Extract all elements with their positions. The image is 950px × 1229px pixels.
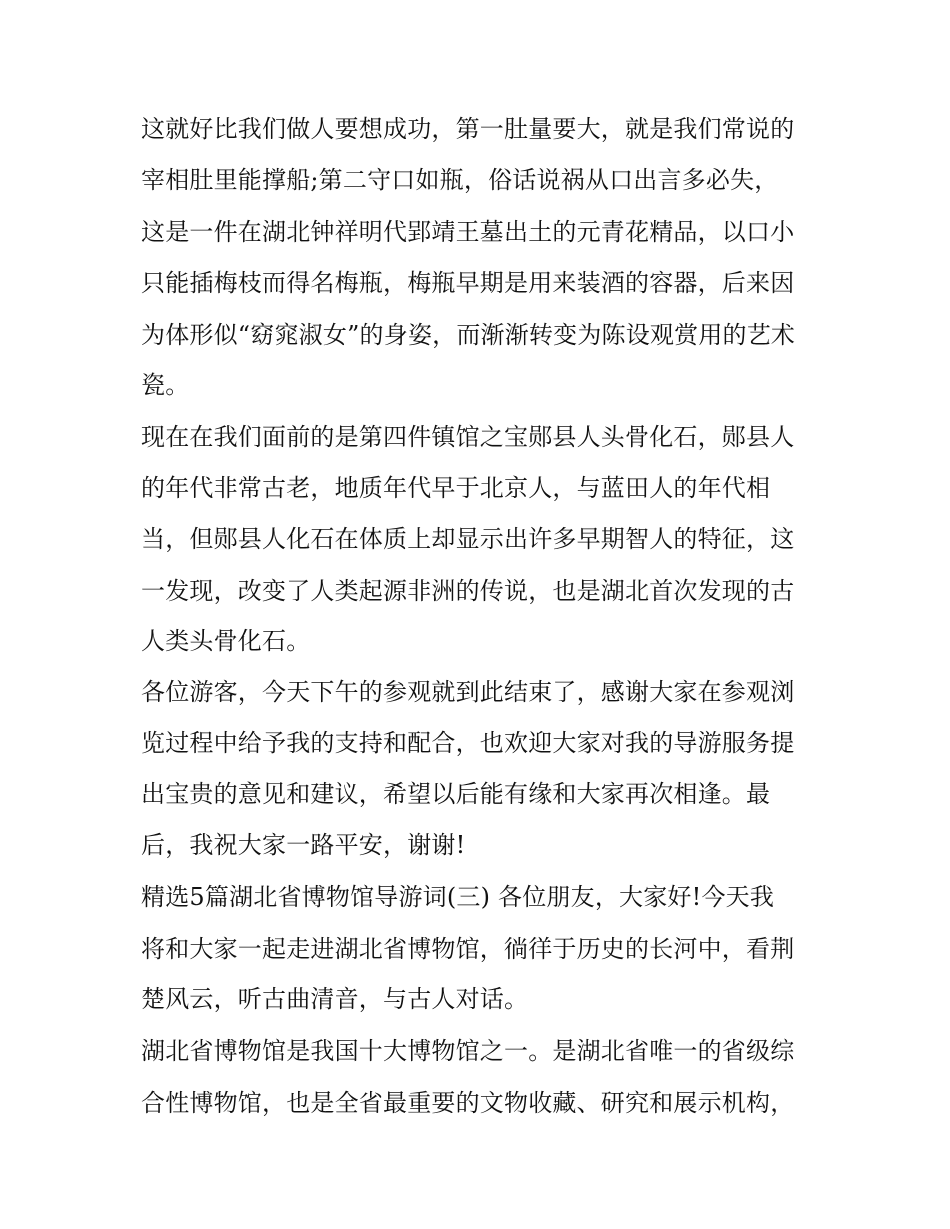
text-line: 将和大家一起走进湖北省博物馆，徜徉于历史的长河中，看荆 (141, 935, 795, 963)
text-line: 现在在我们面前的是第四件镇馆之宝郧县人头骨化石，郧县人 (141, 423, 795, 451)
text-line: 精选5篇湖北省博物馆导游词(三) 各位朋友，大家好!今天我 (141, 883, 775, 911)
text-line: 这就好比我们做人要想成功，第一肚量要大，就是我们常说的 (141, 115, 795, 143)
text-line: 出宝贵的意见和建议，希望以后能有缘和大家再次相逢。最 (141, 780, 771, 808)
text-line: 览过程中给予我的支持和配合，也欢迎大家对我的导游服务提 (141, 729, 795, 757)
text-line: 各位游客，今天下午的参观就到此结束了，感谢大家在参观浏 (141, 678, 795, 706)
text-line: 瓷。 (141, 371, 190, 399)
text-line: 湖北省博物馆是我国十大博物馆之一。是湖北省唯一的省级综 (141, 1037, 795, 1065)
text-line: 的年代非常古老，地质年代早于北京人，与蓝田人的年代相 (141, 474, 771, 502)
text-line: 当，但郧县人化石在体质上却显示出许多早期智人的特征，这 (141, 525, 795, 553)
text-line: 为体形似“窈窕淑女”的身姿，而渐渐转变为陈设观赏用的艺术 (141, 321, 796, 349)
text-line: 一发现，改变了人类起源非洲的传说，也是湖北首次发现的古 (141, 577, 795, 605)
text-line: 宰相肚里能撑船;第二守口如瓶，俗话说祸从口出言多必失， (141, 166, 779, 194)
text-line: 楚风云，听古曲清音，与古人对话。 (141, 985, 529, 1013)
text-line: 合性博物馆，也是全省最重要的文物收藏、研究和展示机构， (141, 1089, 795, 1117)
text-line: 只能插梅枝而得名梅瓶，梅瓶早期是用来装酒的容器，后来因 (141, 269, 795, 297)
text-line: 后，我祝大家一路平安，谢谢! (141, 831, 466, 859)
text-line: 人类头骨化石。 (141, 627, 311, 655)
text-line: 这是一件在湖北钟祥明代郢靖王墓出土的元青花精品，以口小 (141, 218, 795, 246)
